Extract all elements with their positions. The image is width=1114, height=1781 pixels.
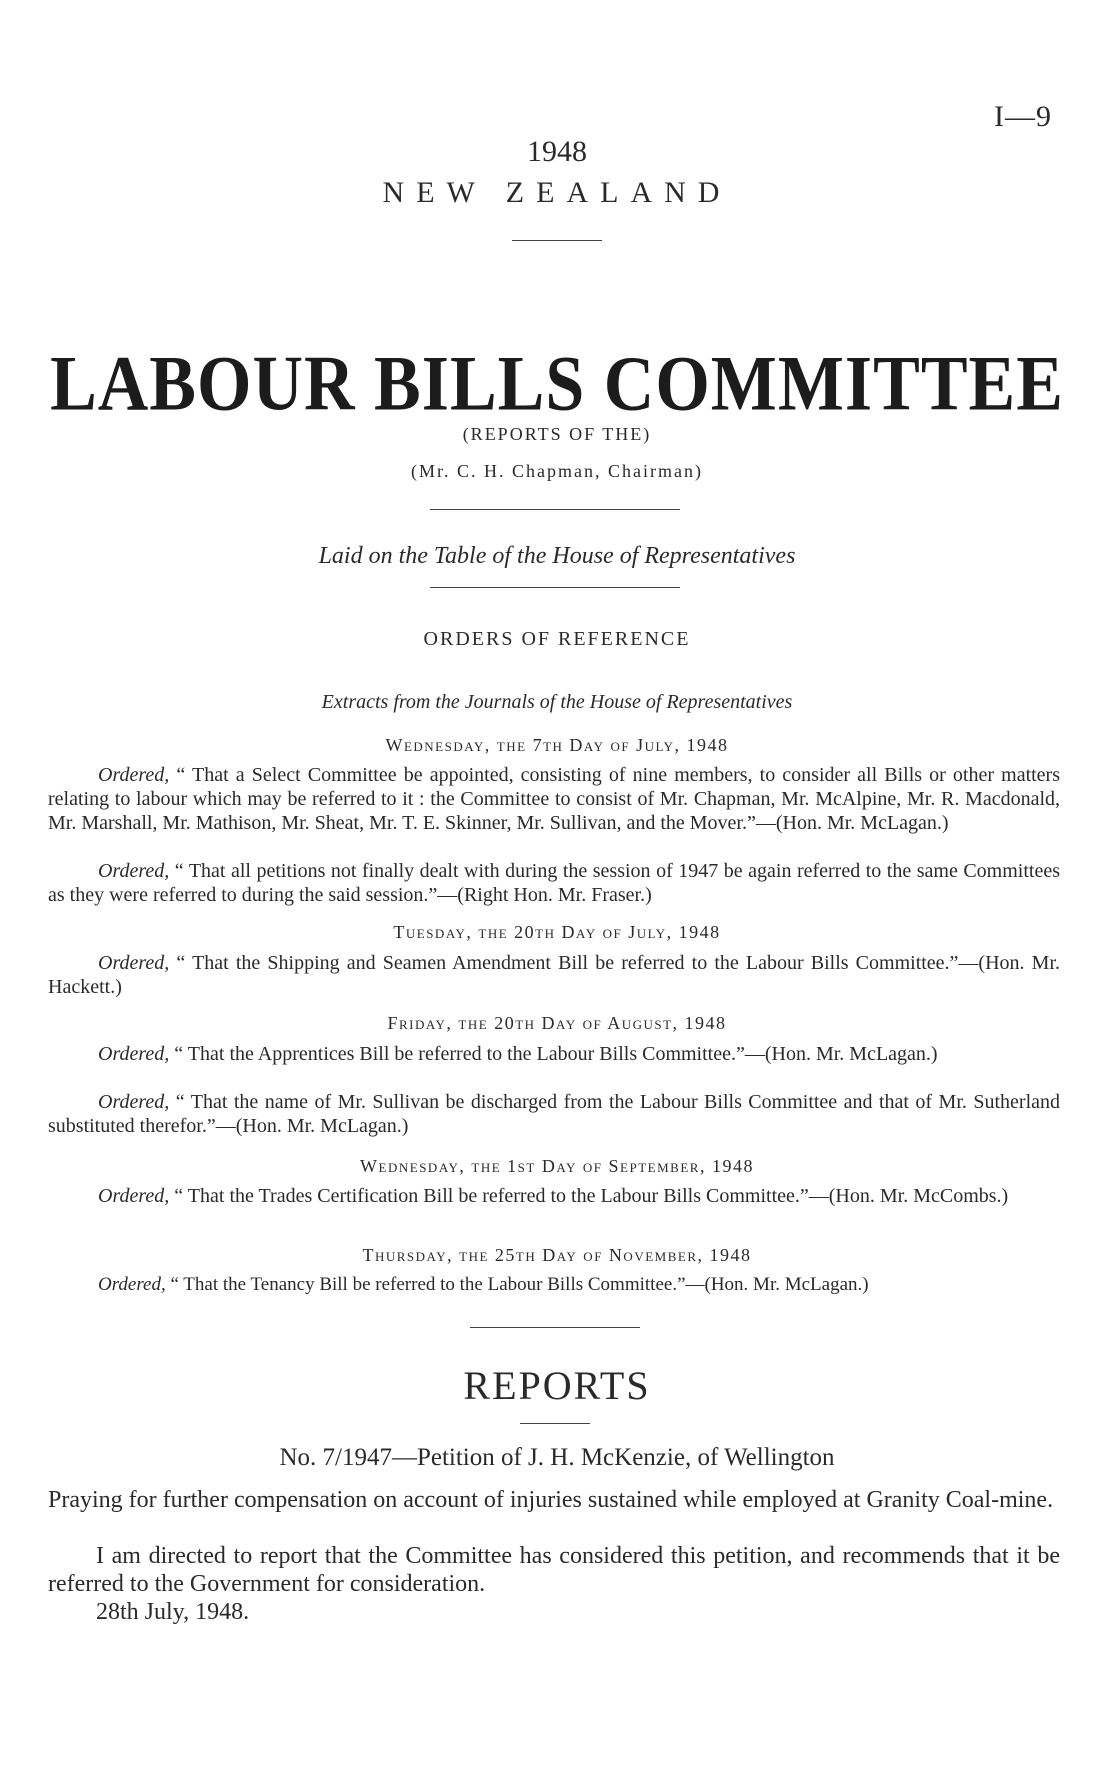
divider	[430, 587, 680, 588]
extracts-subheading: Extracts from the Journals of the House of Representatives	[321, 691, 793, 713]
entry-date: Tuesday, the 20th Day of July, 1948	[393, 922, 721, 942]
petition-report: I am directed to report that the Committee has considered this petition, and recommends that it be referred to the Government for consideration.	[48, 1543, 1060, 1597]
ordered-label: Ordered,	[98, 1043, 170, 1065]
subtitle-chairman: (Mr. C. H. Chapman, Chairman)	[411, 461, 703, 481]
divider	[512, 240, 602, 241]
order-text: “ That the Apprentices Bill be referred to the Labour Bills Committee.”—(Hon. Mr. McLagan.)	[174, 1043, 938, 1065]
petition-title: No. 7/1947—Petition of J. H. McKenzie, of Wellington	[279, 1444, 835, 1471]
page-code: I—9	[994, 100, 1052, 133]
ordered-label: Ordered,	[98, 952, 170, 974]
entry-date: Friday, the 20th Day of August, 1948	[387, 1013, 727, 1033]
order-text: “ That the Tenancy Bill be referred to the Labour Bills Committee.”—(Hon. Mr. McLagan.)	[170, 1274, 869, 1295]
order-text: “ That a Select Committee be appointed, consisting of nine members, to consider all Bills or other matters relating to labour which may be referred to it : the Committee to consist of Mr. Chapman, Mr. McAlpine, Mr. R. Macdonald, Mr. Marshall, Mr. Mathison, Mr. Sheat, Mr. T. E. Skinner, Mr. Sullivan, and the Mover.”—(Hon. Mr. McLagan.)	[48, 764, 1060, 834]
order-text: “ That the Trades Certification Bill be referred to the Labour Bills Committee.”—(Hon. Mr. McCombs.)	[174, 1185, 1009, 1207]
ordered-label: Ordered,	[98, 860, 170, 882]
order-paragraph	[48, 1042, 1060, 1066]
reports-heading: REPORTS	[463, 1363, 651, 1408]
order-text: “ That the name of Mr. Sullivan be discharged from the Labour Bills Committee and that of Mr. Sutherland substituted therefor.”—(Hon. Mr. McLagan.)	[48, 1091, 1061, 1137]
order-paragraph	[48, 1273, 1060, 1297]
order-paragraph	[48, 859, 1060, 907]
ordered-label: Ordered,	[98, 1185, 170, 1207]
ordered-label: Ordered,	[98, 1091, 170, 1113]
entry-date: Wednesday, the 1st Day of September, 1948	[360, 1156, 754, 1176]
petition-praying: Praying for further compensation on account of injuries sustained while employed at Granity Coal-mine.	[48, 1487, 1054, 1513]
order-paragraph	[48, 1184, 1060, 1208]
entry-date: Thursday, the 25th Day of November, 1948	[362, 1245, 752, 1265]
divider	[520, 1423, 590, 1424]
order-paragraph	[48, 1090, 1060, 1138]
publication-year: 1948	[527, 135, 587, 168]
order-text: “ That the Shipping and Seamen Amendment Bill be referred to the Labour Bills Committee.”—(Hon. Mr. Hackett.)	[48, 952, 1061, 998]
orders-heading: ORDERS OF REFERENCE	[423, 628, 691, 650]
ordered-label: Ordered,	[98, 1274, 166, 1295]
order-paragraph	[48, 763, 1060, 835]
order-text: “ That all petitions not finally dealt with during the session of 1947 be again referred to the same Committees as they were referred to during the said session.”—(Right Hon. Mr. Fraser.)	[48, 860, 1061, 906]
ordered-label: Ordered,	[98, 764, 170, 786]
document-title: LABOUR BILLS COMMITTEE	[50, 341, 1064, 428]
divider	[470, 1327, 640, 1328]
petition-date: 28th July, 1948.	[96, 1599, 250, 1625]
divider	[430, 509, 680, 510]
laid-on-table-line: Laid on the Table of the House of Representatives	[318, 543, 796, 569]
subtitle-reports: (REPORTS OF THE)	[462, 424, 652, 444]
entry-date: Wednesday, the 7th Day of July, 1948	[385, 735, 729, 755]
country-heading: NEW ZEALAND	[382, 176, 732, 209]
order-paragraph	[48, 951, 1060, 999]
